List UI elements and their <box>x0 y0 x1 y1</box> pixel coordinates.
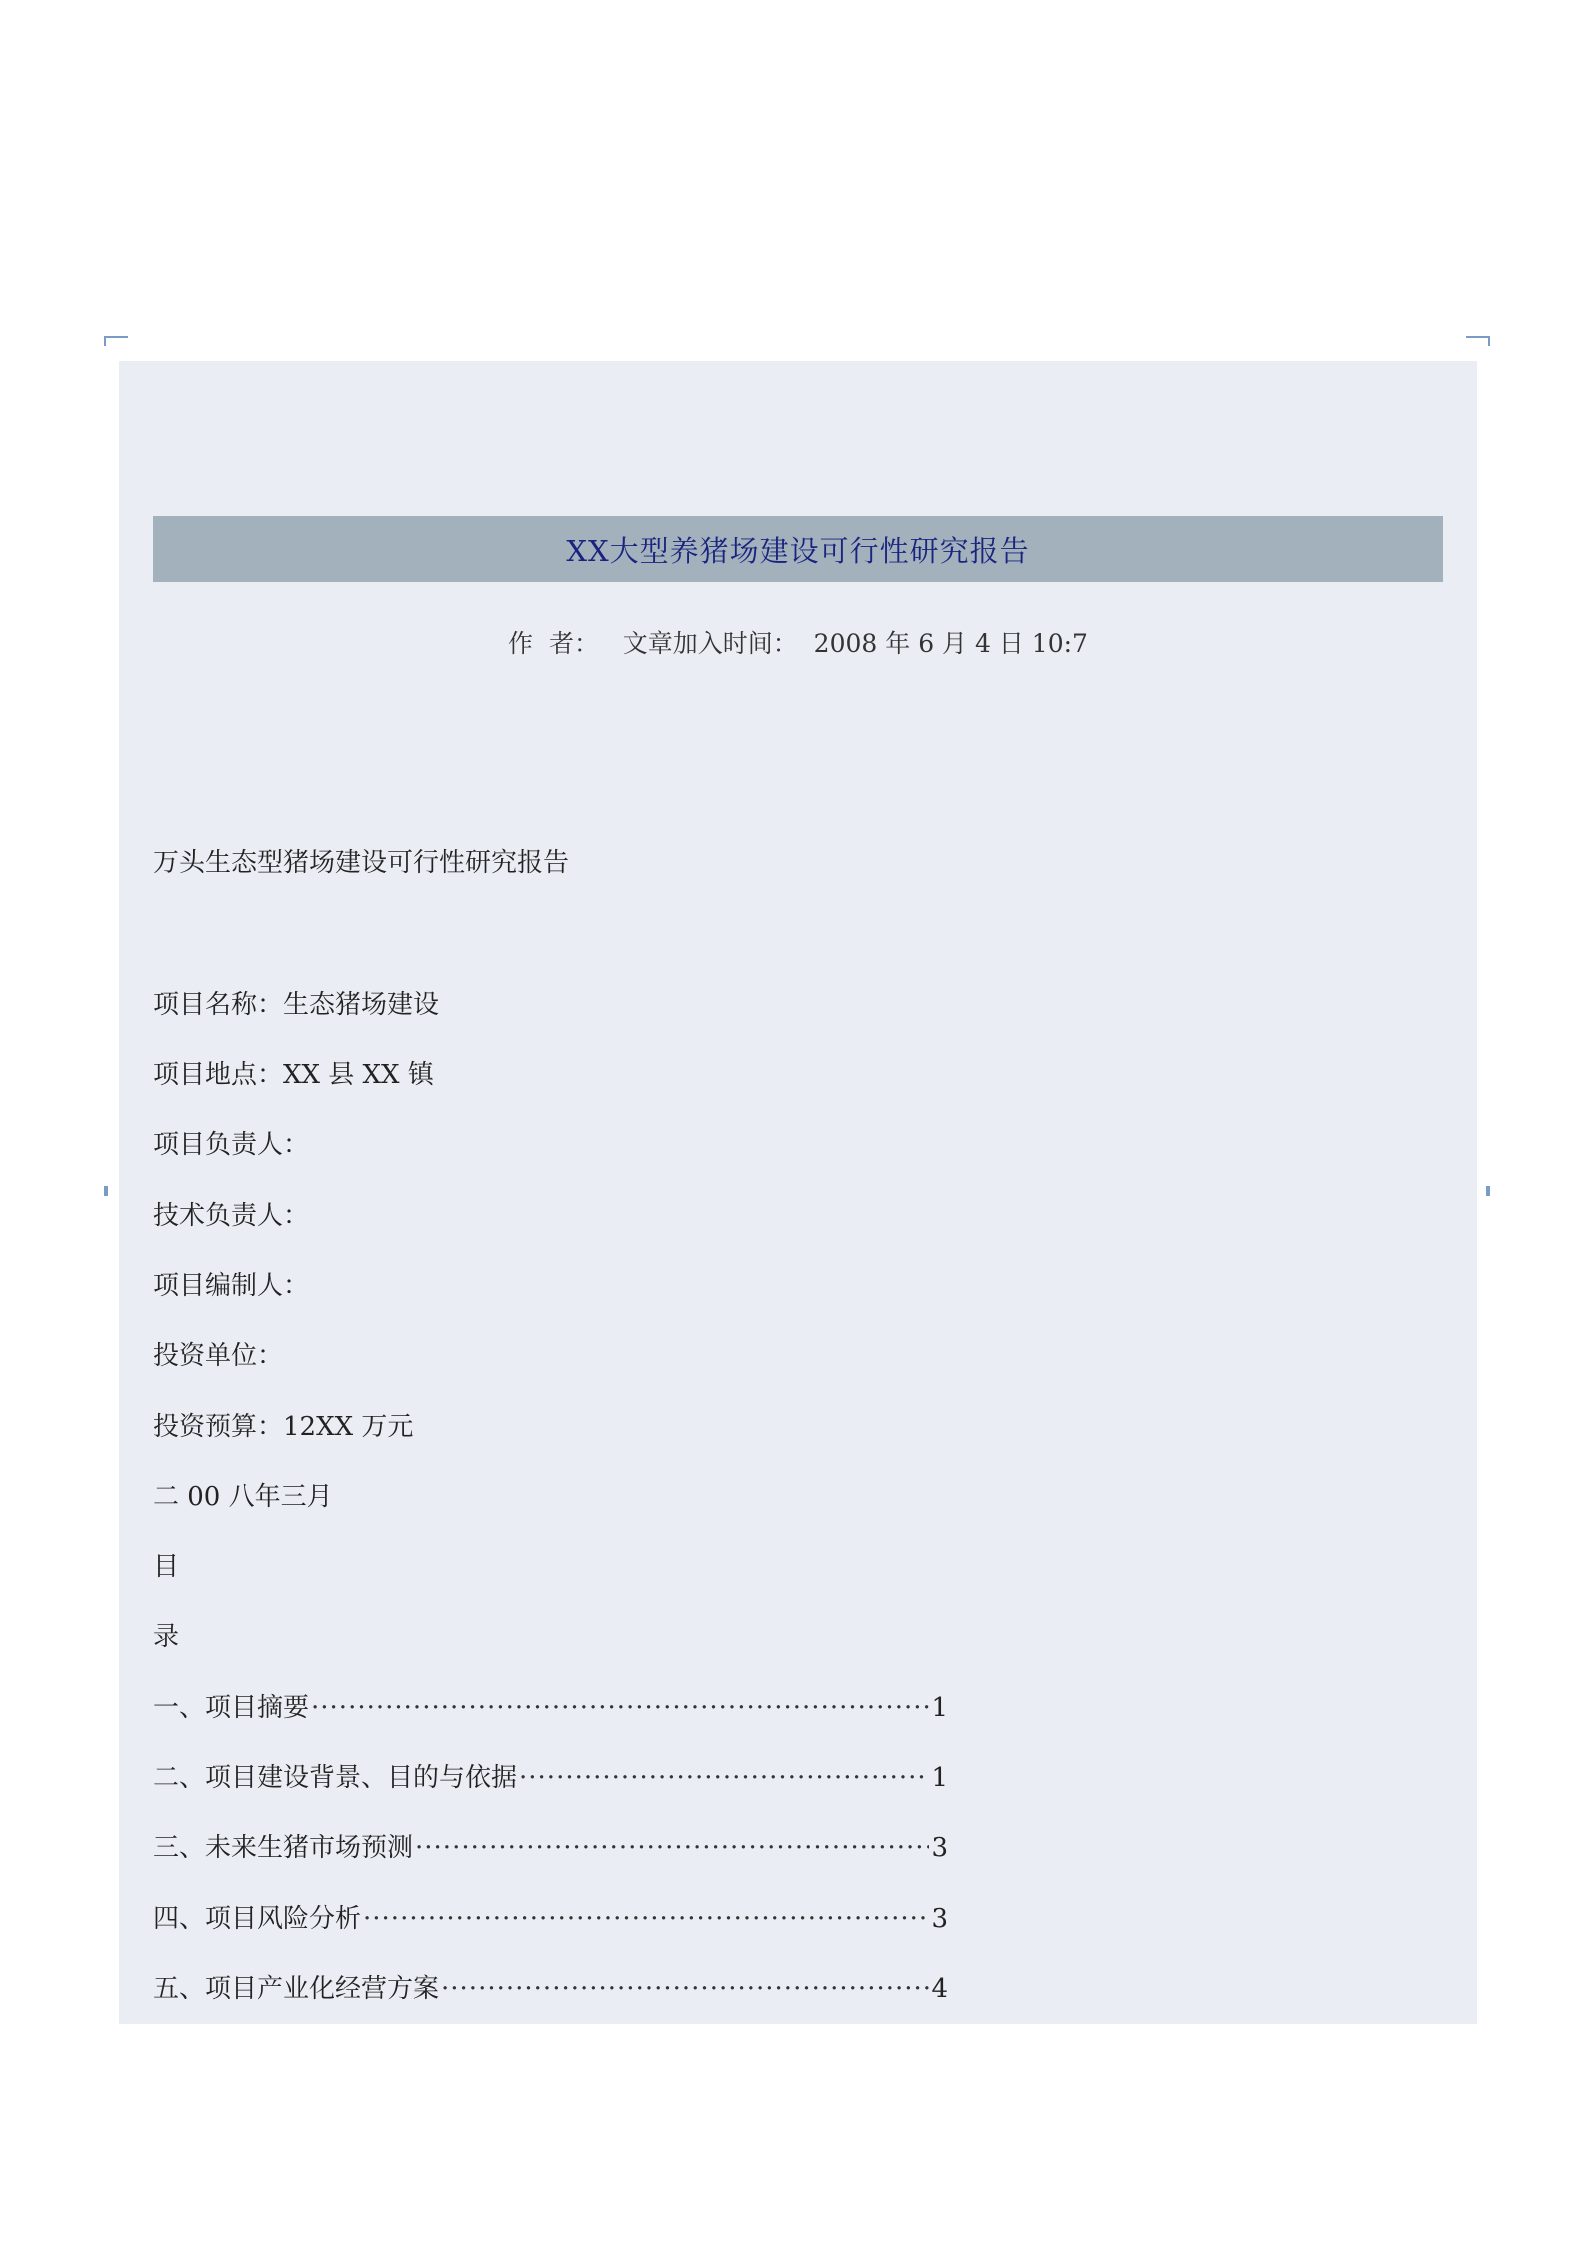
toc-entry-label: 一、项目摘要 <box>153 1693 310 1723</box>
page-side-mark-right <box>1486 1186 1490 1196</box>
byline: 作 者： 文章加入时间： 2008 年 6 月 4 日 10:7 <box>508 629 1088 658</box>
toc-entry-label: 二、项目建设背景、目的与依据 <box>153 1763 518 1793</box>
toc-entry-label: 三、未来生猪市场预测 <box>153 1833 414 1863</box>
title-banner <box>153 516 1443 582</box>
toc-entry-page: 1 <box>931 1763 948 1793</box>
field-project-compiler: 项目编制人： <box>153 1271 310 1301</box>
page-corner-mark-top-left <box>104 336 128 346</box>
toc-entry[interactable] <box>153 1691 948 1725</box>
toc-heading-part-2: 录 <box>153 1622 180 1652</box>
page-corner-mark-top-right <box>1466 336 1490 346</box>
toc-entry-page: 4 <box>931 1974 948 2004</box>
document-subtitle: 万头生态型猪场建设可行性研究报告 <box>153 848 570 878</box>
field-project-location: 项目地点：XX 县 XX 镇 <box>153 1060 434 1090</box>
toc-entry[interactable] <box>153 1761 948 1795</box>
toc-leader-dots <box>311 1691 929 1725</box>
page-side-mark-left <box>104 1186 108 1196</box>
toc-leader-dots <box>363 1902 929 1936</box>
field-technical-leader: 技术负责人： <box>153 1201 310 1231</box>
toc-entry-label: 四、项目风险分析 <box>153 1904 362 1934</box>
field-investor: 投资单位： <box>153 1341 284 1371</box>
toc-leader-dots <box>415 1831 929 1865</box>
toc-leader-dots <box>519 1761 929 1795</box>
toc-entry-label: 五、项目产业化经营方案 <box>153 1974 440 2004</box>
field-project-leader: 项目负责人： <box>153 1130 310 1160</box>
toc-entry-page: 3 <box>931 1904 948 1934</box>
field-budget: 投资预算：12XX 万元 <box>153 1412 414 1442</box>
toc-entry-page: 3 <box>931 1833 948 1863</box>
toc-heading-part-1: 目 <box>153 1552 180 1582</box>
toc-entry[interactable] <box>153 1972 948 2006</box>
toc-leader-dots <box>441 1972 929 2006</box>
document-title: XX大型养猪场建设可行性研究报告 <box>566 533 1030 568</box>
toc-entry-page: 1 <box>931 1693 948 1723</box>
document-date: 二 00 八年三月 <box>153 1482 333 1512</box>
toc-entry[interactable] <box>153 1831 948 1865</box>
toc-entry[interactable] <box>153 1902 948 1936</box>
field-project-name: 项目名称：生态猪场建设 <box>153 990 440 1020</box>
